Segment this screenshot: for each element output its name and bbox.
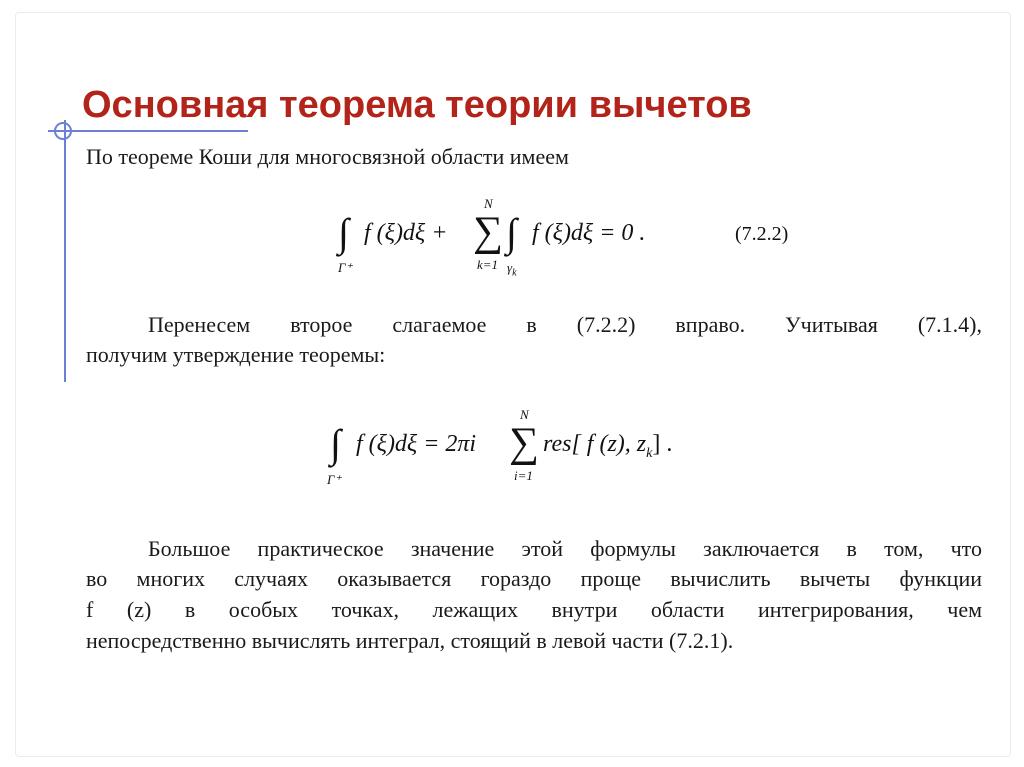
formula2-right-part: res[ f (z), $z_k$] . <box>543 431 673 461</box>
decorative-horizontal-line <box>48 130 248 132</box>
paragraph2-line4: непосредственно вычислять интеграл, стоящий в левой части (7.2.1). <box>86 628 734 653</box>
sum-upper-limit-2: N <box>520 407 529 422</box>
equation-number: (7.2.2) <box>735 223 789 245</box>
intro-text: По теореме Коши для многосвязной области имеем <box>86 144 569 169</box>
integral-sign-1: ∫ <box>338 210 349 255</box>
paragraph1-line1: Перенесем второе слагаемое в (7.2.2) вправо. Учитывая (7.1.4), <box>148 312 982 337</box>
formula1-right-part: f (ξ)dξ = 0 . <box>532 220 646 246</box>
slide-title: Основная теорема теории вычетов <box>82 84 752 126</box>
paragraph2-line2: во многих случаях оказывается гораздо проще вычислить вычеты функции <box>86 566 982 591</box>
paragraph2-line3: f (z) в особых точках, лежащих внутри области интегрирования, чем <box>86 597 982 622</box>
sum-sign-1: ∑ <box>473 209 503 255</box>
sum-lower-limit-2: i=1 <box>514 468 533 483</box>
integral-lower-limit-3: Γ⁺ <box>327 472 342 487</box>
sum-sign-2: ∑ <box>509 420 539 466</box>
decorative-vertical-line <box>64 120 66 382</box>
integral-lower-limit-2: $\gamma_k$ <box>507 260 517 279</box>
integral-sign-2: ∫ <box>506 210 517 255</box>
integral-lower-limit-1: Γ⁺ <box>338 260 353 275</box>
integral-sign-3: ∫ <box>330 421 341 466</box>
sum-upper-limit-1: N <box>484 196 493 211</box>
sum-lower-limit-1: k=1 <box>477 257 499 272</box>
formula1-left-part: f (ξ)dξ + <box>364 220 448 246</box>
paragraph2-line1: Большое практическое значение этой формулы заключается в том, что <box>148 536 982 561</box>
paragraph1-line2: получим утверждение теоремы: <box>86 342 386 367</box>
decorative-circle-icon <box>54 122 72 140</box>
formula2-left-part: f (ξ)dξ = 2πi <box>356 431 477 457</box>
